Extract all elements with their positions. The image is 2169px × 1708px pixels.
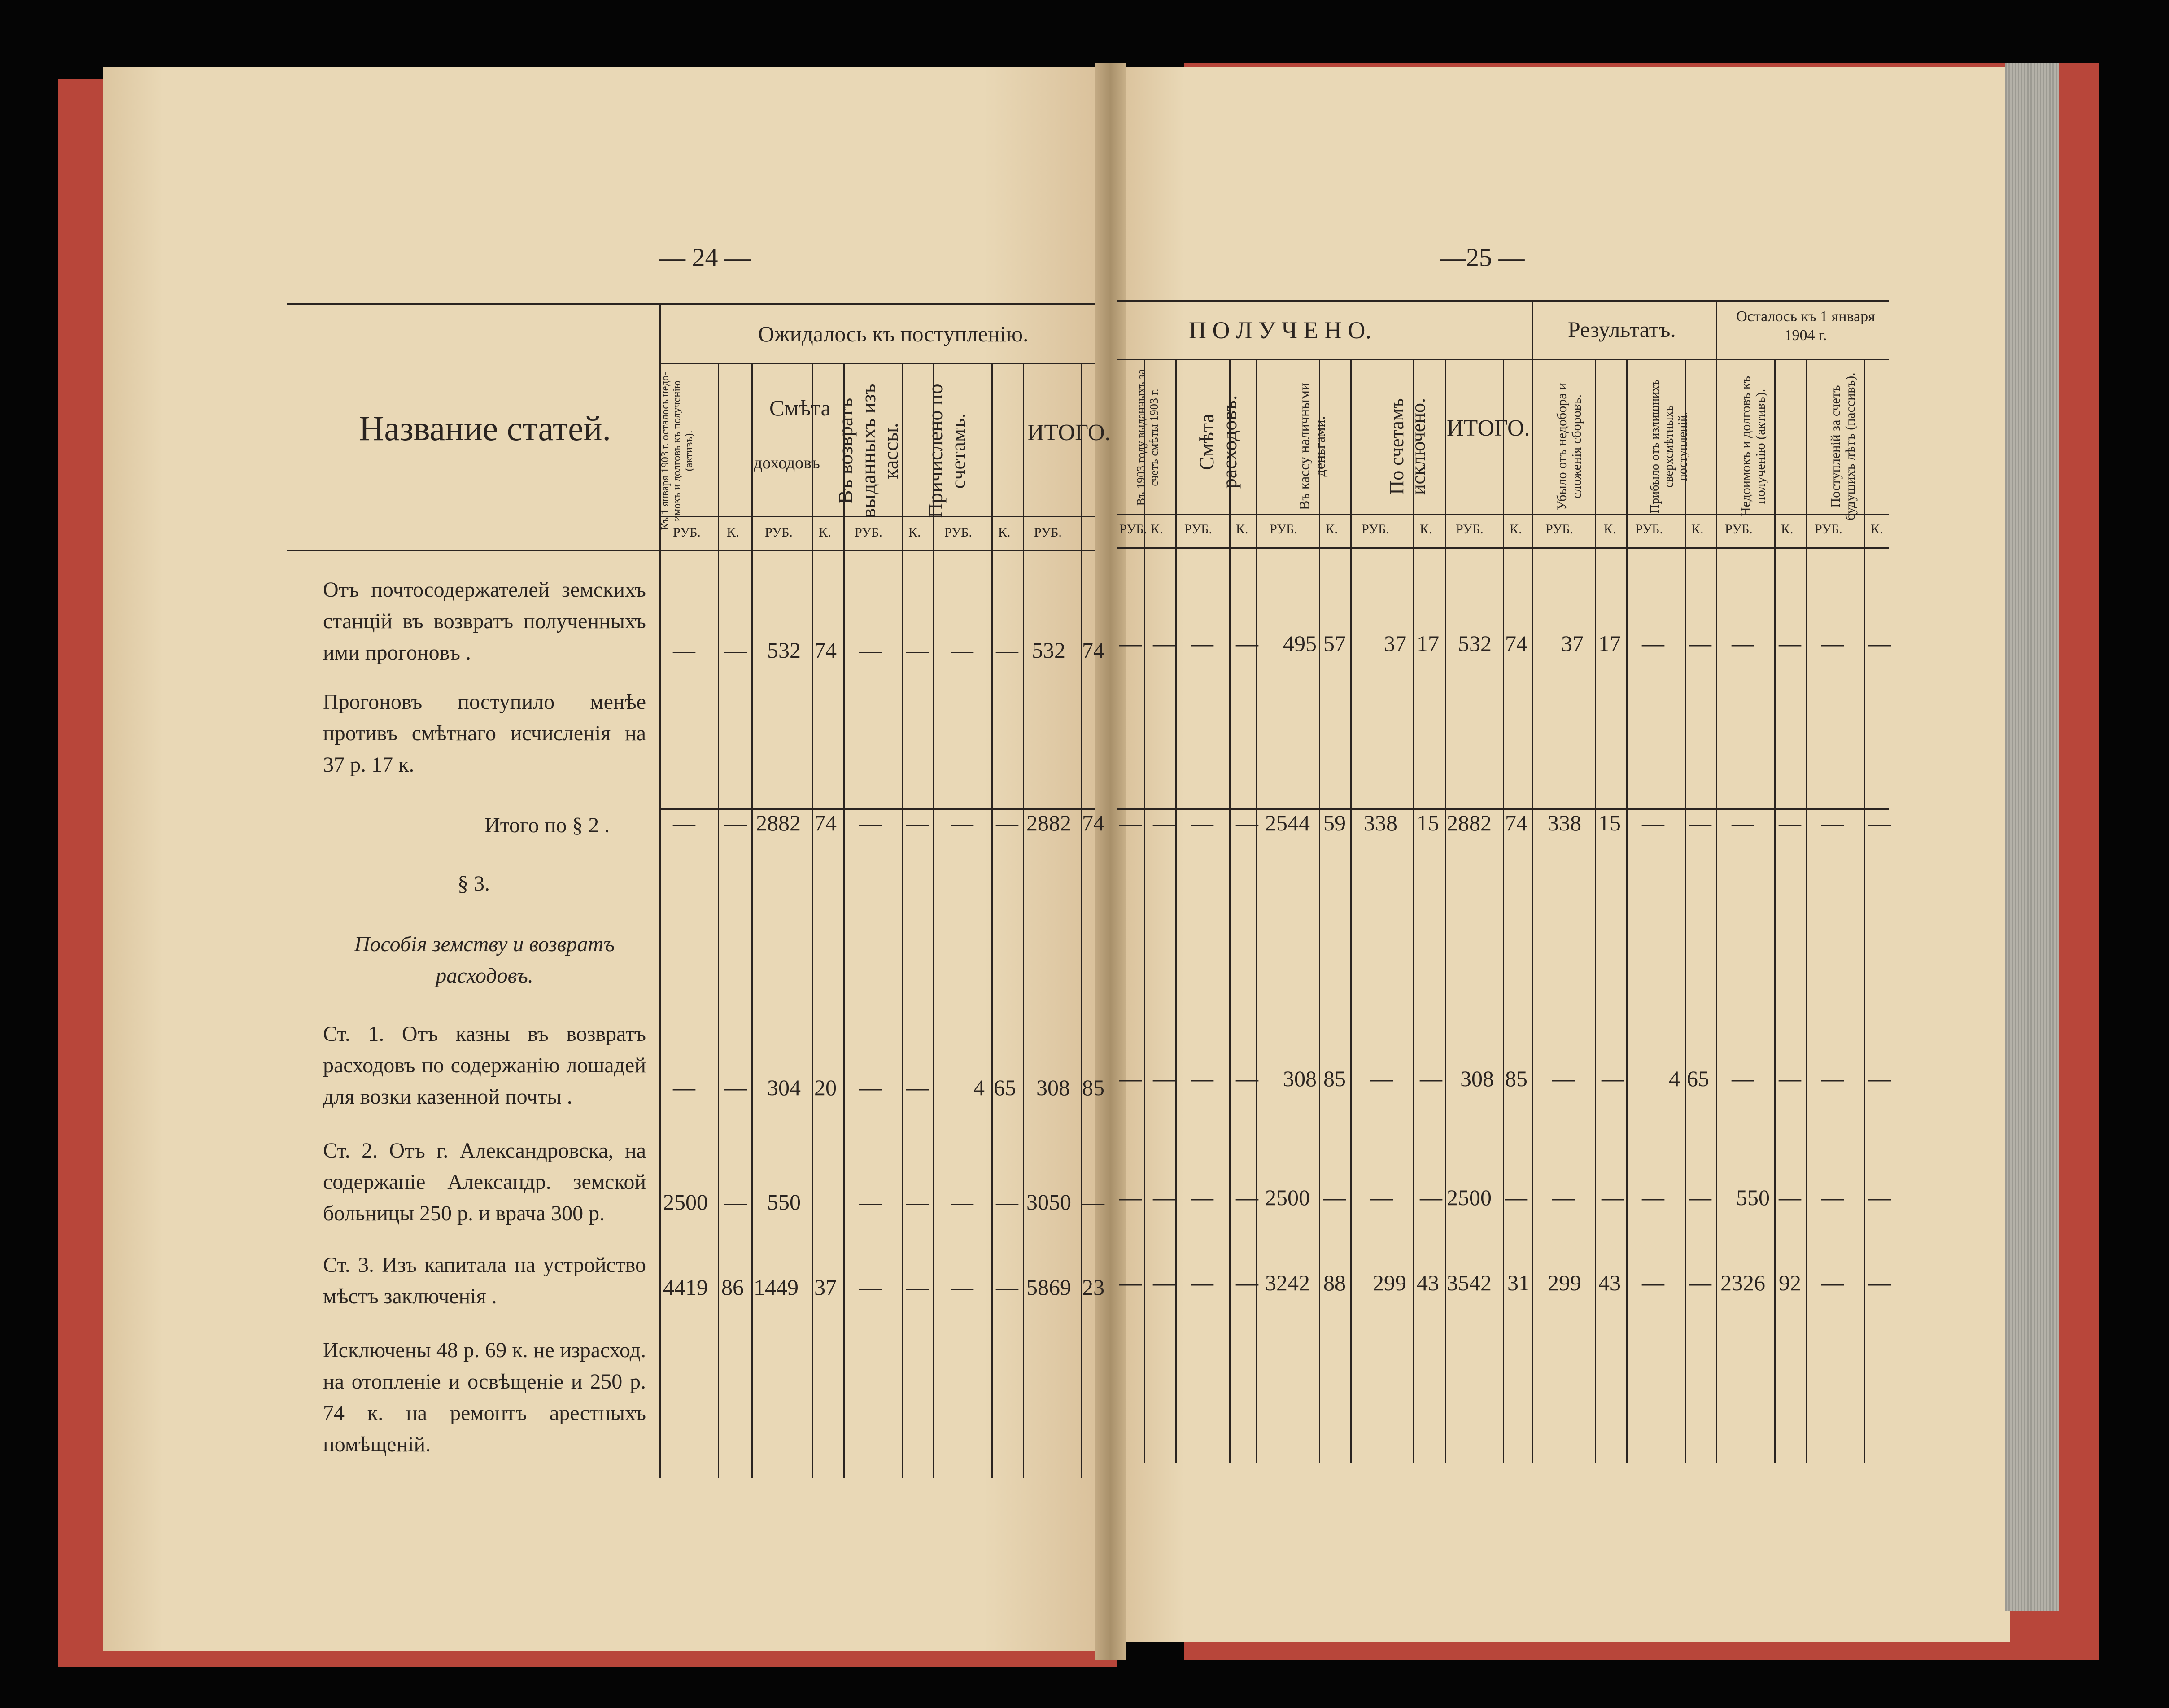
page-number-right: —25 — bbox=[1440, 243, 1525, 272]
cell: 65 bbox=[994, 1075, 1016, 1100]
col-header-estimate-line1: Смѣта bbox=[769, 395, 831, 420]
cell: 3542 bbox=[1447, 1270, 1492, 1295]
cell: — bbox=[1119, 1066, 1142, 1091]
cell: — bbox=[1153, 1270, 1175, 1295]
cell: — bbox=[1420, 1185, 1442, 1210]
right-page bbox=[1113, 67, 2010, 1642]
cell: — bbox=[1323, 1185, 1346, 1210]
col-rule bbox=[1532, 300, 1533, 1463]
col-rule bbox=[1319, 359, 1320, 1463]
page-number-left: — 24 — bbox=[659, 243, 751, 272]
cell: — bbox=[1119, 1185, 1142, 1210]
cell: — bbox=[1821, 1185, 1844, 1210]
cell: — bbox=[1642, 1185, 1664, 1210]
col-rule bbox=[812, 363, 813, 1478]
cell: — bbox=[673, 638, 695, 663]
cell: — bbox=[906, 1275, 929, 1300]
cell: — bbox=[1602, 1185, 1624, 1210]
cell: 2544 bbox=[1265, 810, 1310, 835]
cell: 4 bbox=[973, 1075, 985, 1100]
book-spine bbox=[1095, 63, 1126, 1660]
cell: — bbox=[1119, 631, 1142, 656]
unit-rub: РУБ. bbox=[855, 525, 882, 540]
cell: — bbox=[859, 810, 882, 835]
cell: — bbox=[1779, 810, 1801, 835]
cell: — bbox=[673, 810, 695, 835]
col-header-total: ИТОГО. bbox=[1447, 415, 1530, 441]
cell: — bbox=[1868, 631, 1891, 656]
col-header-future: Поступленій за счетъ будущихъ лѣтъ (пассивъ). bbox=[1828, 372, 1858, 520]
cell: 1449 bbox=[754, 1275, 799, 1300]
column-title-names: Название статей. bbox=[359, 409, 611, 448]
cell: — bbox=[1420, 1066, 1442, 1091]
cell: — bbox=[1236, 1185, 1258, 1210]
cell: 74 bbox=[1505, 810, 1527, 835]
col-header-gain: Прибыло отъ излишнихъ сверхсмѣтныхъ поступленій. bbox=[1648, 379, 1690, 514]
unit-kop: К. bbox=[1151, 522, 1163, 537]
header-top-rule bbox=[287, 303, 1095, 305]
cell: — bbox=[1236, 1270, 1258, 1295]
group-header-expected: Ожидалось къ поступленію. bbox=[758, 321, 1029, 346]
cell: — bbox=[1119, 1270, 1142, 1295]
cell: — bbox=[1689, 631, 1711, 656]
cell: — bbox=[673, 1075, 695, 1100]
cell: — bbox=[1821, 1270, 1844, 1295]
row-text-art3: Ст. 3. Изъ капитала на устройство мѣстъ заключенія . bbox=[323, 1253, 646, 1308]
col-rule bbox=[751, 363, 753, 1478]
cell: 532 bbox=[767, 638, 801, 663]
cell: — bbox=[1552, 1066, 1575, 1091]
cell: 4 bbox=[1669, 1066, 1680, 1091]
cell: 532 bbox=[1032, 638, 1065, 663]
col-header-accounts-excluded: По счетамъ исключено. bbox=[1386, 398, 1430, 495]
col-rule bbox=[1175, 359, 1177, 1463]
unit-rub: РУБ. bbox=[1545, 522, 1573, 537]
cell: 59 bbox=[1323, 810, 1346, 835]
cell: 550 bbox=[1736, 1185, 1770, 1210]
cell: — bbox=[1821, 810, 1844, 835]
cell: 495 bbox=[1283, 631, 1317, 656]
cell: 308 bbox=[1036, 1075, 1070, 1100]
col-rule bbox=[1445, 359, 1446, 1463]
cell: 2882 bbox=[1026, 810, 1071, 835]
col-rule bbox=[843, 363, 845, 1478]
cell: 37 bbox=[1384, 631, 1406, 656]
cell: — bbox=[996, 1189, 1018, 1214]
col-rule bbox=[1595, 359, 1596, 1463]
cell: — bbox=[1642, 631, 1664, 656]
cell: 4419 bbox=[663, 1275, 708, 1300]
unit-rub: РУБ. bbox=[673, 525, 701, 540]
cell: 20 bbox=[814, 1075, 837, 1100]
cell: — bbox=[951, 1275, 973, 1300]
cell: 3242 bbox=[1265, 1270, 1310, 1295]
cell: 2882 bbox=[1447, 810, 1492, 835]
col-rule bbox=[991, 363, 993, 1478]
cell: — bbox=[906, 810, 929, 835]
cell: — bbox=[1868, 1066, 1891, 1091]
cell: 2500 bbox=[1447, 1185, 1492, 1210]
header-bottom-rule bbox=[287, 550, 1095, 551]
unit-kop: К. bbox=[1691, 522, 1704, 537]
unit-kop: К. bbox=[1871, 522, 1883, 537]
col-rule bbox=[1716, 300, 1717, 1463]
page-edges bbox=[2005, 63, 2059, 1611]
col-header-refund: Въ возвратъ выданныхъ изъ кассы. bbox=[834, 384, 903, 518]
col-header-accounts: Причислено по счетамъ. bbox=[924, 384, 969, 518]
cell: — bbox=[1732, 1066, 1754, 1091]
cell: 2326 bbox=[1720, 1270, 1765, 1295]
cell: 65 bbox=[1687, 1066, 1709, 1091]
cell: — bbox=[1689, 810, 1711, 835]
cell: — bbox=[1642, 810, 1664, 835]
cell: — bbox=[724, 810, 747, 835]
col-header-cash: Въ кассу наличными деньгами. bbox=[1296, 383, 1328, 510]
cell: — bbox=[1779, 1066, 1801, 1091]
cell: — bbox=[724, 1075, 747, 1100]
cell: — bbox=[906, 1189, 929, 1214]
cell: — bbox=[859, 1275, 882, 1300]
col-rule bbox=[1350, 359, 1352, 1463]
cell: — bbox=[1868, 1185, 1891, 1210]
cell: 15 bbox=[1417, 810, 1439, 835]
col-header-total: ИТОГО. bbox=[1027, 420, 1111, 446]
cell: 17 bbox=[1598, 631, 1621, 656]
cell: 37 bbox=[1561, 631, 1584, 656]
unit-rub: РУБ. bbox=[944, 525, 972, 540]
group-header-remaining: Осталось къ 1 января 1904 г. bbox=[1736, 308, 1875, 344]
cell: 308 bbox=[1283, 1066, 1317, 1091]
cell: 338 bbox=[1548, 810, 1581, 835]
col-rule bbox=[1626, 359, 1628, 1463]
col-header-issued: Въ 1903 году выданныхъ за счетъ смѣты 1903 г. bbox=[1135, 369, 1161, 506]
unit-rub: РУБ. bbox=[1635, 522, 1663, 537]
cell: 2882 bbox=[756, 810, 801, 835]
col-header-estimate-line2: доходовъ bbox=[754, 454, 820, 472]
col-rule bbox=[1774, 359, 1776, 1463]
cell: 2500 bbox=[663, 1189, 708, 1214]
cell: 92 bbox=[1779, 1270, 1801, 1295]
cell: — bbox=[1370, 1185, 1393, 1210]
cell: — bbox=[859, 638, 882, 663]
row-text-subtotal: Итого по § 2 . bbox=[484, 813, 610, 837]
cell: 17 bbox=[1417, 631, 1439, 656]
cell: 532 bbox=[1458, 631, 1492, 656]
row-text-postmasters: Отъ почтосодержателей земскихъ станцій въ возвратъ полученныхъ ими прогоновъ . bbox=[323, 578, 646, 664]
cell: — bbox=[859, 1075, 882, 1100]
cell: 74 bbox=[1505, 631, 1527, 656]
col-header-arrears: Недоимокъ и долговъ къ полученію (активъ). bbox=[1738, 376, 1768, 517]
cell: — bbox=[1153, 631, 1175, 656]
unit-rub: РУБ. bbox=[1725, 522, 1753, 537]
cell: 31 bbox=[1507, 1270, 1530, 1295]
cell: — bbox=[1236, 1066, 1258, 1091]
cell: 299 bbox=[1548, 1270, 1581, 1295]
cell: — bbox=[1732, 631, 1754, 656]
cell: 88 bbox=[1323, 1270, 1346, 1295]
group-rule bbox=[659, 363, 1095, 364]
unit-kop: К. bbox=[819, 525, 831, 540]
cell: — bbox=[1191, 631, 1213, 656]
unit-kop: К. bbox=[1236, 522, 1248, 537]
col-rule bbox=[1256, 359, 1257, 1463]
cell: 2500 bbox=[1265, 1185, 1310, 1210]
col-header-loss: Убыло отъ недобора и сложенія сборовъ. bbox=[1554, 382, 1584, 511]
cell: 550 bbox=[767, 1189, 801, 1214]
cell: — bbox=[1236, 631, 1258, 656]
col-rule bbox=[902, 363, 903, 1478]
unit-kop: К. bbox=[1420, 522, 1432, 537]
col-header-expense-estimate: Смѣта расходовъ. bbox=[1195, 395, 1241, 489]
cell: — bbox=[1689, 1185, 1711, 1210]
row-text-art1: Ст. 1. Отъ казны въ возвратъ расходовъ по содержанію лошадей для возки казенной почты . bbox=[323, 1022, 646, 1109]
header-top-rule bbox=[1117, 300, 1889, 302]
unit-rub: РУБ. bbox=[1362, 522, 1389, 537]
unit-rub: РУБ. bbox=[1184, 522, 1212, 537]
unit-rub: РУБ. bbox=[1815, 522, 1842, 537]
cell: — bbox=[859, 1189, 882, 1214]
unit-kop: К. bbox=[908, 525, 921, 540]
unit-rub: РУБ. bbox=[1456, 522, 1484, 537]
cell: 5869 bbox=[1026, 1275, 1071, 1300]
cell: — bbox=[996, 1275, 1018, 1300]
cell: — bbox=[1779, 1185, 1801, 1210]
group-header-received: П О Л У Ч Е Н О. bbox=[1189, 317, 1371, 344]
cell: — bbox=[1236, 810, 1258, 835]
cell: — bbox=[1191, 810, 1213, 835]
cell: 299 bbox=[1373, 1270, 1406, 1295]
cell: — bbox=[1082, 1189, 1104, 1214]
col-rule bbox=[1023, 363, 1024, 1478]
cell: — bbox=[1821, 631, 1844, 656]
group-header-result: Результатъ. bbox=[1568, 317, 1676, 342]
cell: — bbox=[724, 1189, 747, 1214]
cell: 74 bbox=[814, 810, 837, 835]
col-rule bbox=[933, 363, 934, 1478]
cell: — bbox=[1868, 810, 1891, 835]
cell: 43 bbox=[1417, 1270, 1439, 1295]
cell: 308 bbox=[1460, 1066, 1494, 1091]
col-rule bbox=[1413, 359, 1414, 1463]
col-rule bbox=[1081, 363, 1082, 1478]
cell: 74 bbox=[1082, 638, 1104, 663]
cell: 85 bbox=[1082, 1075, 1104, 1100]
unit-rub: РУБ. bbox=[765, 525, 793, 540]
row-text-art2: Ст. 2. Отъ г. Александровска, на содержаніе Александр. земской больницы 250 р. и врача 300 р. bbox=[323, 1139, 646, 1225]
cell: — bbox=[906, 1075, 929, 1100]
cell: 338 bbox=[1364, 810, 1397, 835]
cell: 74 bbox=[814, 638, 837, 663]
cell: 304 bbox=[767, 1075, 801, 1100]
unit-rub: РУБ. bbox=[1034, 525, 1062, 540]
cell: — bbox=[1689, 1270, 1711, 1295]
cell: 85 bbox=[1323, 1066, 1346, 1091]
col-rule bbox=[1806, 359, 1807, 1463]
section-title: Пособія земству и возвратъ расходовъ. bbox=[354, 932, 615, 987]
cell: — bbox=[951, 810, 973, 835]
cell: 57 bbox=[1323, 631, 1346, 656]
cell: 74 bbox=[1082, 810, 1104, 835]
cell: — bbox=[1153, 1066, 1175, 1091]
cell: — bbox=[1191, 1185, 1213, 1210]
cell: 86 bbox=[721, 1275, 744, 1300]
cell: — bbox=[1153, 1185, 1175, 1210]
col-rule bbox=[1685, 359, 1686, 1463]
unit-kop: К. bbox=[727, 525, 739, 540]
unit-rub: РУБ. bbox=[1119, 522, 1147, 537]
unit-kop: К. bbox=[1604, 522, 1616, 537]
unit-rub: РУБ. bbox=[1270, 522, 1297, 537]
cell: — bbox=[1779, 631, 1801, 656]
unit-kop: К. bbox=[998, 525, 1011, 540]
cell: — bbox=[951, 1189, 973, 1214]
cell: 85 bbox=[1505, 1066, 1527, 1091]
cell: — bbox=[1732, 810, 1754, 835]
cell: — bbox=[996, 810, 1018, 835]
cell: — bbox=[1191, 1270, 1213, 1295]
cell: — bbox=[951, 638, 973, 663]
section-heading: § 3. bbox=[458, 872, 490, 895]
cell: — bbox=[1552, 1185, 1575, 1210]
cell: — bbox=[996, 638, 1018, 663]
cell: — bbox=[1119, 810, 1142, 835]
cell: — bbox=[1153, 810, 1175, 835]
unit-kop: К. bbox=[1510, 522, 1522, 537]
cell: 43 bbox=[1598, 1270, 1621, 1295]
cell: — bbox=[1642, 1270, 1664, 1295]
cell: 3050 bbox=[1026, 1189, 1071, 1214]
unit-kop: К. bbox=[1781, 522, 1794, 537]
cell: — bbox=[1602, 1066, 1624, 1091]
cell: — bbox=[1191, 1066, 1213, 1091]
row-text-excluded: Исключены 48 р. 69 к. не израсход. на отопленіе и освѣщеніе и 250 р. 74 к. на ремонтъ арестныхъ помѣщеній. bbox=[323, 1338, 646, 1456]
cell: — bbox=[1370, 1066, 1393, 1091]
col-rule bbox=[1503, 359, 1504, 1463]
unit-kop: К. bbox=[1326, 522, 1338, 537]
cell: 15 bbox=[1598, 810, 1621, 835]
col-rule bbox=[718, 363, 719, 1478]
col-rule bbox=[1864, 359, 1865, 1463]
row-text-note: Прогоновъ поступило менѣе противъ смѣтнаго исчисленія на 37 р. 17 к. bbox=[323, 690, 646, 777]
cell: — bbox=[724, 638, 747, 663]
cell: — bbox=[1821, 1066, 1844, 1091]
cell: — bbox=[906, 638, 929, 663]
col-header-arrears: Къ 1 января 1903 г. осталось недо-имокъ и долговъ къ полученію (активъ). bbox=[659, 371, 695, 530]
cell: 37 bbox=[814, 1275, 837, 1300]
col-rule bbox=[1229, 359, 1231, 1463]
cell: — bbox=[1505, 1185, 1527, 1210]
cell: 23 bbox=[1082, 1275, 1104, 1300]
cell: — bbox=[1868, 1270, 1891, 1295]
